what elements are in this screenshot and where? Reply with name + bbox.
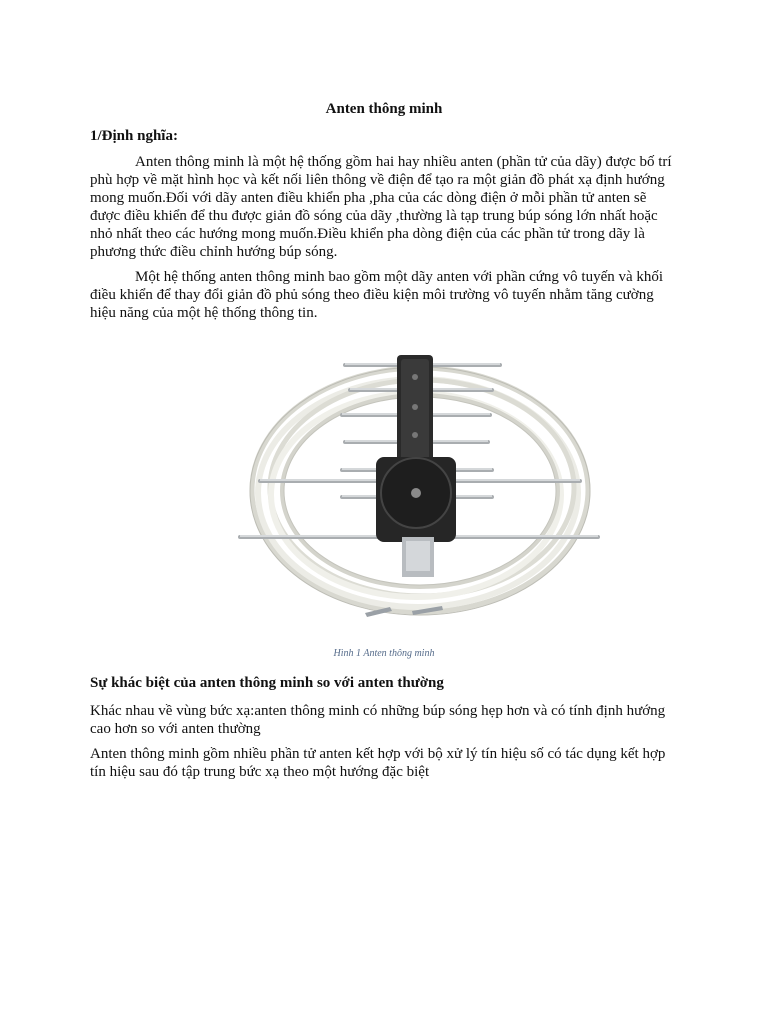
definition-paragraph-1: Anten thông minh là một hệ thống gồm hai hay nhiều anten (phần tử của dãy) được bố trí phù hợp về mặt hình học và kết nối liên thông về điện để tạo ra một giản đồ phát xạ định hướng mong muốn.Đối với dãy anten điều khiển pha ,pha của các dòng điện ở mỗi phần tử anten sẽ được điều khiển để thu được giản đồ sóng của dãy ,thường là tạp trung búp sóng lớn nhất hoặc nhỏ nhất theo các hướng mong muốn.Điều khiển pha dòng điện của các phần tử trong dãy là phương thức điều chỉnh hướng búp sóng. <box>90 154 672 260</box>
figure-caption: Hình 1 Anten thông minh <box>333 648 435 659</box>
differences-paragraph-1: Khác nhau về vùng bức xạ:anten thông minh có những búp sóng hẹp hơn và có tính định hướng cao hơn so với anten thường <box>90 703 666 737</box>
antenna-image <box>230 345 610 630</box>
antenna-figure <box>230 345 610 630</box>
document-title: Anten thông minh <box>325 101 443 117</box>
section-heading-differences: Sự khác biệt của anten thông minh so với anten thường <box>90 675 444 691</box>
definition-paragraph-2: Một hệ thống anten thông minh bao gồm một dãy anten với phần cứng vô tuyến và khối điều khiển để thay đổi giản đồ phủ sóng theo điều kiện môi trường vô tuyến nhằm tăng cường hiệu năng của một hệ thống thông tin. <box>90 269 664 321</box>
section-heading-definition: 1/Định nghĩa: <box>90 128 178 144</box>
differences-paragraph-2: Anten thông minh gồm nhiều phần tử anten kết hợp với bộ xử lý tín hiệu số có tác dụng kết hợp tín hiệu sau đó tập trung bức xạ theo một hướng đặc biệt <box>90 746 666 780</box>
